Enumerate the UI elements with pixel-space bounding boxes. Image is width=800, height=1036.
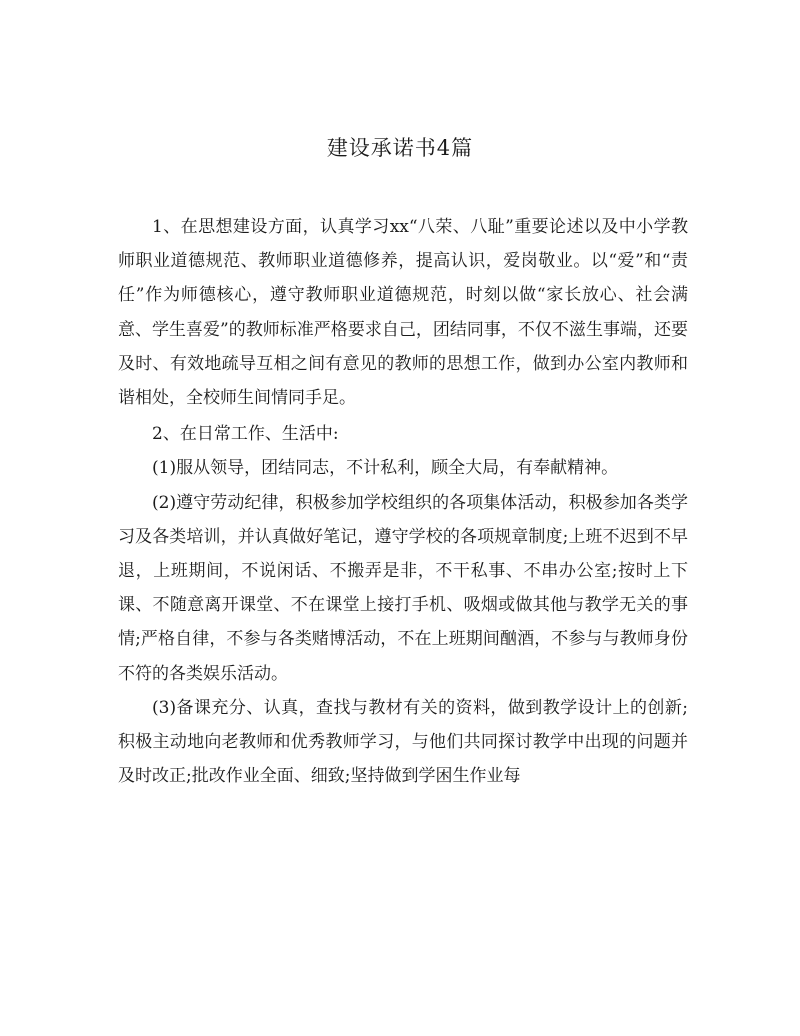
paragraph-4: (2)遵守劳动纪律，积极参加学校组织的各项集体活动，积极参加各类学习及各类培训，并认真做好笔记，遵守学校的各项规章制度;上班不迟到不早退，上班期间，不说闲话、不搬弄是非，不干私事、不串办公室;按时上下课、不随意离开课堂、不在课堂上接打手机、吸烟或做其他与教学无关的事情;严格自律，不参与各类赌博活动，不在上班期间酗酒，不参与与教师身份不符的各类娱乐活动。 — [118, 492, 688, 684]
document-title: 建设承诺书4篇 — [326, 136, 474, 160]
document-body — [118, 210, 688, 793]
paragraph-1: 1、在思想建设方面，认真学习xx“八荣、八耻”重要论述以及中小学教师职业道德规范、教师职业道德修养，提高认识，爱岗敬业。以“爱”和“责任”作为师德核心，遵守教师职业道德规范，时刻以做“家长放心、社会满意、学生喜爱”的教师标准严格要求自己，团结同事，不仅不滋生事端，还要及时、有效地疏导互相之间有意见的教师的思想工作，做到办公室内教师和谐相处，全校师生间情同手足。 — [118, 217, 688, 409]
paragraph-5: (3)备课充分、认真，查找与教材有关的资料，做到教学设计上的创新;积极主动地向老教师和优秀教师学习，与他们共同探讨教学中出现的问题并及时改正;批改作业全面、细致;坚持做到学困生作业每 — [118, 697, 688, 787]
paragraph-2: 2、在日常工作、生活中: — [152, 424, 339, 445]
paragraph-3: (1)服从领导，团结同志，不计私利，顾全大局，有奉献精神。 — [152, 458, 619, 479]
